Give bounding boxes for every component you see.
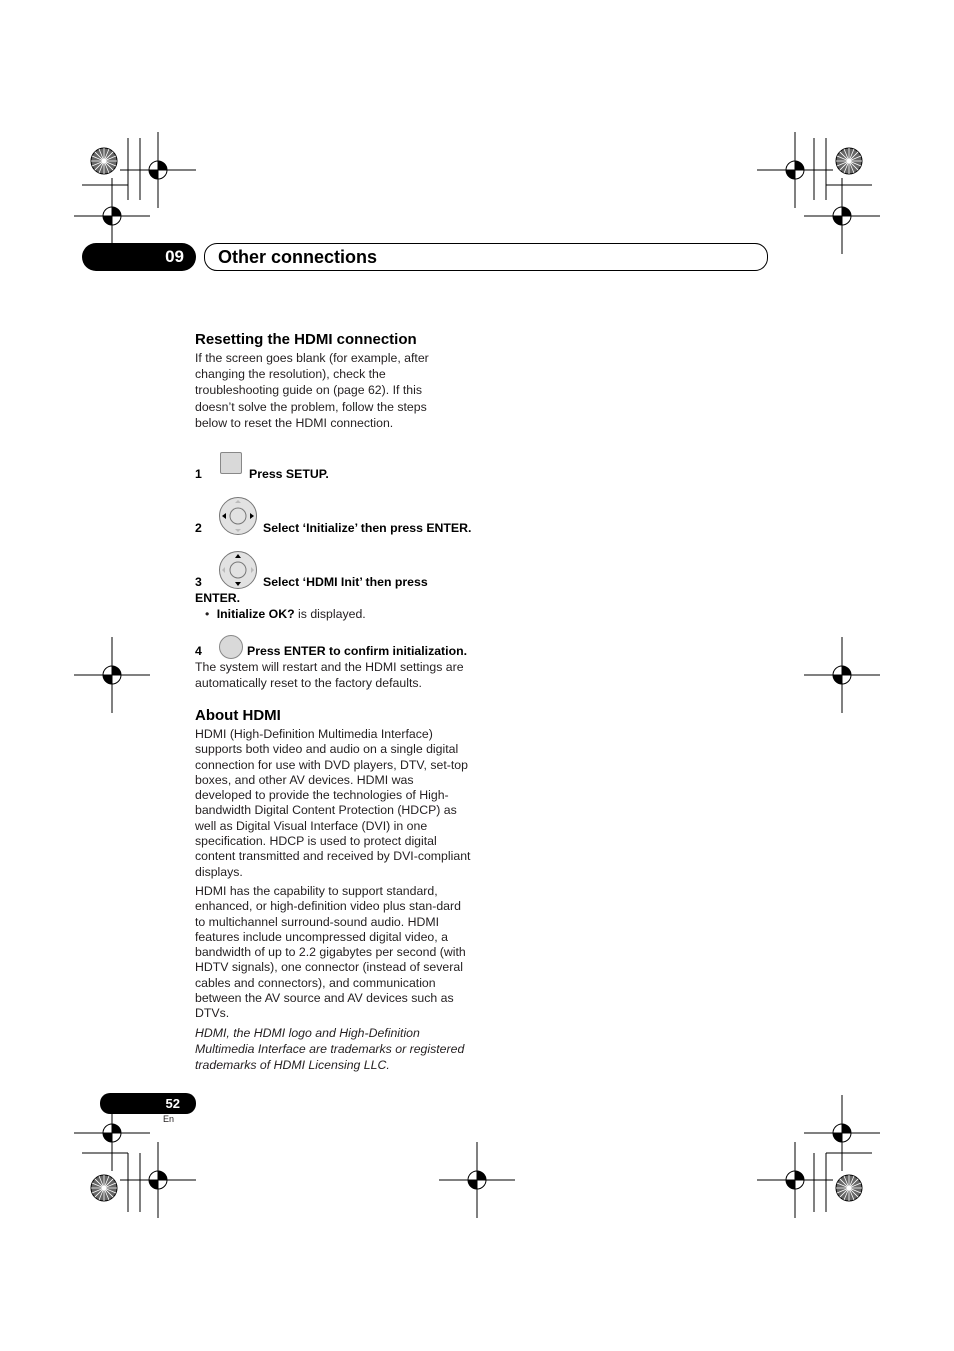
- step-3-text: Select ‘HDMI Init’ then press: [263, 575, 428, 589]
- section-heading-reset: Resetting the HDMI connection: [195, 331, 417, 348]
- registration-mark-icon: [804, 637, 880, 713]
- about-hdmi-paragraph-2: HDMI has the capability to support standard, enhanced, or high-definition video plus stan-dard to multichannel surround-sound audio. HDMI features include uncompressed digital video, a bandwidth of up to 2.2 gigabytes per second (with HDTV signals), one connector (instead of several cables and connectors), and communication between the AV source and AV devices such as DTVs.: [195, 884, 466, 1021]
- registration-mark-icon: [120, 132, 196, 208]
- step-1-number: 1: [195, 467, 202, 481]
- enter-button-icon: [219, 635, 243, 659]
- star-target-icon: [91, 1175, 117, 1201]
- arrow-pad-up-down-icon: [218, 550, 258, 590]
- star-target-icon: [836, 148, 862, 174]
- about-hdmi-paragraph-1: HDMI (High-Definition Multimedia Interface) supports both video and audio on a single digital connection for use with DVD players, DTV, set-top boxes, and other AV devices. HDMI was developed to provide the technologies of High-bandwidth Digital Content Protection (HDCP) as well as Digital Visual Interface (DVI) in one specification. HDCP is used to protect digital content transmitted and received by DVI-compliant displays.: [195, 727, 471, 879]
- registration-mark-icon: [757, 1142, 833, 1218]
- bullet-bold-text: Initialize OK?: [216, 607, 295, 621]
- step-3-text-continued: ENTER.: [195, 591, 241, 605]
- step-3-number: 3: [195, 575, 202, 589]
- reset-intro-paragraph: If the screen goes blank (for example, after changing the resolution), check the troubleshooting guide on (page 62). If this doesn’t solve the problem, follow the steps below to reset the HDMI connection.: [195, 351, 429, 430]
- step-4-text: Press ENTER to confirm initialization.: [247, 644, 468, 658]
- trademark-notice: HDMI, the HDMI logo and High-Definition Multimedia Interface are trademarks or registered trademarks of HDMI Licensing LLC.: [195, 1026, 465, 1072]
- step-4-number: 4: [195, 644, 202, 658]
- registration-mark-icon: [804, 1095, 880, 1171]
- step-2-number: 2: [195, 521, 202, 535]
- step-2-text: Select ‘Initialize’ then press ENTER.: [263, 521, 472, 535]
- chapter-title-bar: [204, 243, 768, 271]
- registration-mark-icon: [120, 1142, 196, 1218]
- bullet-item: [205, 606, 366, 622]
- bullet-rest-text: is displayed.: [294, 607, 366, 621]
- reset-after-paragraph: The system will restart and the HDMI settings are automatically reset to the factory defaults.: [195, 660, 464, 691]
- star-target-icon: [91, 148, 117, 174]
- registration-mark-icon: [804, 178, 880, 254]
- step-1-text: Press SETUP.: [249, 467, 329, 481]
- chapter-number-badge: [82, 243, 196, 271]
- chapter-number: 09: [165, 247, 184, 266]
- registration-mark-icon: [74, 637, 150, 713]
- star-target-icon: [836, 1175, 862, 1201]
- arrow-pad-left-right-icon: [218, 496, 258, 536]
- registration-mark-icon: [757, 132, 833, 208]
- section-heading-about-hdmi: About HDMI: [195, 707, 281, 724]
- chapter-title: Other connections: [218, 247, 378, 267]
- page-number: 52: [165, 1096, 180, 1111]
- setup-button-icon: [220, 452, 242, 474]
- page-number-badge: [100, 1093, 196, 1114]
- bullet-icon: •: [205, 607, 210, 621]
- registration-mark-icon: [439, 1142, 515, 1218]
- page-language: En: [163, 1114, 175, 1124]
